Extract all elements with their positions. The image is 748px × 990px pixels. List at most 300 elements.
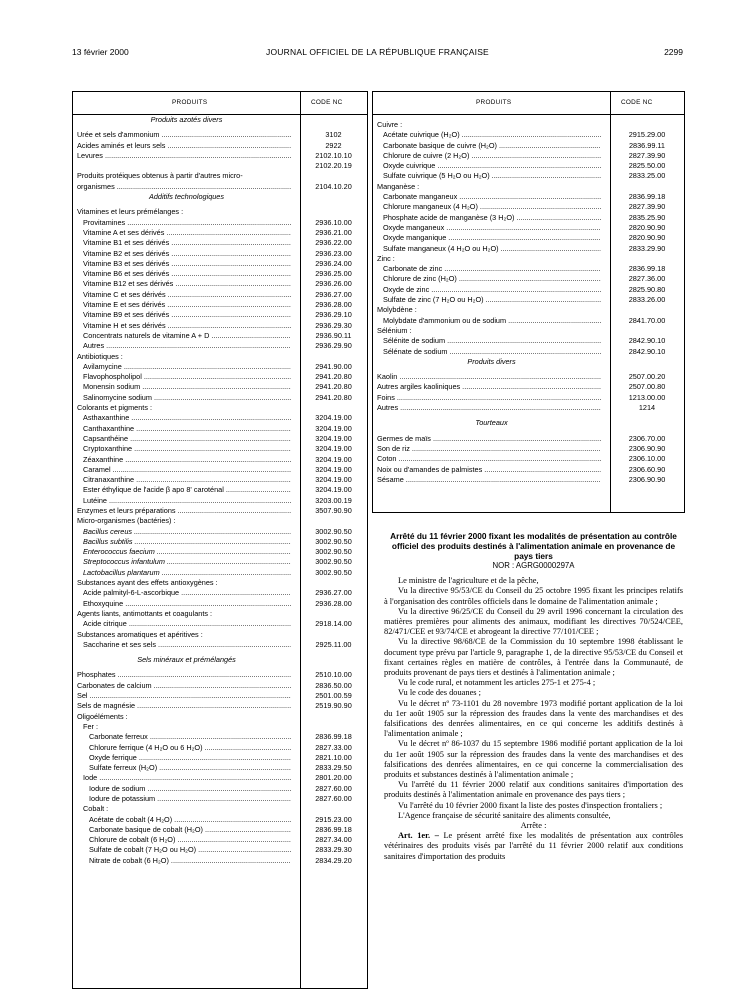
group-heading-row xyxy=(73,578,367,588)
product-name: Noix ou d'amandes de palmistes ..... xyxy=(377,465,601,475)
consideration-paragraph: Vu la directive 96/25/CE du Conseil du 29 avril 1996 concernant la circulation des matières premières pour aliments des animaux, modifiant les directives 70/524/CEE, 82/471/CEE et 93/74/CE et abrogeant la directive 77/101/CEE ; xyxy=(384,606,683,637)
product-name: Acétate de cobalt (4 H₂O) ..... xyxy=(89,815,291,825)
product-name: Oxyde de zinc ..... xyxy=(383,285,601,295)
table-row xyxy=(373,444,684,454)
table-row xyxy=(73,151,367,161)
table-row xyxy=(73,568,367,578)
table-row xyxy=(73,485,367,495)
product-name: Molybdène : xyxy=(377,305,417,315)
nc-code: 2821.10.00 xyxy=(315,752,352,762)
table-row xyxy=(73,321,367,331)
table-row xyxy=(73,670,367,680)
table-row xyxy=(373,403,684,413)
product-name: Urée et sels d'ammonium ..... xyxy=(77,130,291,140)
table-row xyxy=(73,599,367,609)
product-name: Carbonate basique de cobalt (H₂O) ..... xyxy=(89,825,291,835)
product-name: organismes ..... xyxy=(77,182,291,192)
table-header xyxy=(373,92,684,115)
right-product-table xyxy=(372,91,685,513)
nc-code: 2915.29.00 xyxy=(628,130,666,140)
nc-code: 2835.25.90 xyxy=(628,212,666,222)
table-row xyxy=(73,362,367,372)
nc-code: 3002.90.50 xyxy=(315,547,352,557)
nc-code: 2941.20.80 xyxy=(315,392,352,402)
nc-code: 2936.23.00 xyxy=(315,248,352,258)
nc-code: 1214 xyxy=(638,403,656,413)
table-row xyxy=(373,295,684,305)
table-row xyxy=(73,506,367,516)
table-row xyxy=(73,259,367,269)
group-heading-row xyxy=(373,182,684,192)
nc-code: 3204.19.00 xyxy=(315,475,352,485)
table-row xyxy=(73,161,367,171)
nc-code: 2801.20.00 xyxy=(315,773,352,783)
table-row xyxy=(373,465,684,475)
nc-code: 2941.20.80 xyxy=(315,382,352,392)
product-name: Iode ..... xyxy=(83,773,291,783)
product-name: Sulfate cuivrique (5 H₂O ou H₂O) ..... xyxy=(383,171,601,181)
consideration-paragraph: Vu la directive 98/68/CE de la Commission du 10 septembre 1998 établissant le document type prévu par l'article 9, paragraphe 1, de la directive 95/53/CE du Conseil et fixant certaines règles en matière de contrôles, à l'entrée dans la Communauté, de produits provenant de pays tiers et destinés à l'alimentation animale ; xyxy=(384,637,683,678)
product-name: Acétate cuivrique (H₂O) ..... xyxy=(383,130,601,140)
product-name: Salinomycine sodium ..... xyxy=(83,393,291,403)
table-row xyxy=(73,393,367,403)
table-row xyxy=(73,279,367,289)
nc-code: 2833.25.00 xyxy=(628,171,666,181)
product-name: Oligoéléments : xyxy=(77,711,128,721)
table-row xyxy=(73,300,367,310)
product-name: Carbonate manganeux ..... xyxy=(383,192,601,202)
product-name: Iodure de potassium ..... xyxy=(89,794,291,804)
nc-code: 2507.00.80 xyxy=(628,382,666,392)
table-row xyxy=(73,588,367,598)
nc-code: 2936.21.00 xyxy=(315,227,352,237)
left-table-body xyxy=(73,115,367,866)
product-name: Sulfate de cobalt (7 H₂O ou H₂O) ..... xyxy=(89,845,291,855)
nc-code: 2936.28.00 xyxy=(315,300,352,310)
consideration-paragraph: Le ministre de l'agriculture et de la pêche, xyxy=(398,576,539,586)
table-row xyxy=(373,382,684,392)
table-row xyxy=(73,130,367,140)
table-row xyxy=(373,244,684,254)
nc-code: 2836.99.18 xyxy=(315,824,352,834)
product-name: Oxyde manganique ..... xyxy=(383,233,601,243)
nc-code: 2936.28.00 xyxy=(315,598,352,608)
left-product-table xyxy=(72,91,368,989)
nc-code: 3204.19.00 xyxy=(315,464,352,474)
table-row xyxy=(73,691,367,701)
product-name: Cryptoxanthine ..... xyxy=(83,444,291,454)
product-name: Phosphate acide de manganèse (3 H₂O) ..... xyxy=(383,213,601,223)
group-heading-row xyxy=(73,630,367,640)
nc-code: 2936.25.00 xyxy=(315,269,352,279)
section-heading-text: Produits divers xyxy=(467,356,516,366)
group-heading-row xyxy=(73,722,367,732)
nc-code: 3204.19.00 xyxy=(315,433,352,443)
col-header-product: PRODUITS xyxy=(476,99,512,106)
product-name: Capsanthéine ..... xyxy=(83,434,291,444)
product-name: Carbonate basique de cuivre (H₂O) ..... xyxy=(383,141,601,151)
nc-code: 2936.29.30 xyxy=(315,320,352,330)
table-row xyxy=(73,856,367,866)
product-name: Vitamine A et ses dérivés ..... xyxy=(83,228,291,238)
article-1-label: Art. 1er. – xyxy=(398,831,439,841)
table-row xyxy=(73,382,367,392)
product-name: Molybdate d'ammonium ou de sodium ..... xyxy=(383,316,601,326)
product-name: Vitamines et leurs prémélanges : xyxy=(77,207,184,217)
nc-code: 2820.90.90 xyxy=(628,222,666,232)
nc-code: 2306.70.00 xyxy=(628,433,666,443)
nc-code: 3204.19.00 xyxy=(315,413,352,423)
nc-code: 2936.27.00 xyxy=(315,289,352,299)
section-heading-text: Produits azotés divers xyxy=(150,115,223,124)
product-name: Foins ..... xyxy=(377,393,601,403)
product-name: Vitamine B6 et ses dérivés ..... xyxy=(83,269,291,279)
group-heading-row xyxy=(73,712,367,722)
product-name: Autres argiles kaoliniques ..... xyxy=(377,382,601,392)
nc-code: 2936.24.00 xyxy=(315,258,352,268)
nc-code: 3002.90.50 xyxy=(315,557,352,567)
product-name: Zéaxanthine ..... xyxy=(83,455,291,465)
product-name: Chlorure de zinc (H₂O) ..... xyxy=(383,274,601,284)
nc-code: 2820.90.90 xyxy=(628,233,666,243)
product-name: Vitamine E et ses dérivés ..... xyxy=(83,300,291,310)
consideration-paragraph: Vu le décret nº 73-1101 du 28 novembre 1973 modifié portant application de la loi du 1er août 1905 sur la répression des fraudes dans la vente des marchandises et des falsifications des denrées alimentaires, en ce qui concerne les additifs destinés à l'alimentation animale ; xyxy=(384,698,683,739)
product-name: Vitamine B12 et ses dérivés ..... xyxy=(83,279,291,289)
table-row xyxy=(373,372,684,382)
product-name: Chlorure de cobalt (6 H₂O) ..... xyxy=(89,835,291,845)
product-name: Carbonate de zinc ..... xyxy=(383,264,601,274)
nc-code: 2936.29.10 xyxy=(315,310,352,320)
product-name: Substances ayant des effets antioxygènes : xyxy=(77,578,218,588)
table-row xyxy=(373,347,684,357)
product-name: Produits protéiques obtenus à partir d'autres micro- xyxy=(77,171,243,181)
table-row xyxy=(73,527,367,537)
article-1-text: Le présent arrêté fixe les modalités de présentation aux contrôles vétérinaires des produits visés par l'arrêté du 11 février 2000 relatif aux conditions sanitaires d'importation des produits xyxy=(384,831,683,861)
table-row xyxy=(73,141,367,151)
table-row xyxy=(73,218,367,228)
table-row xyxy=(73,557,367,567)
product-name: Carbonates de calcium ..... xyxy=(77,681,291,691)
nc-code: 2836.50.00 xyxy=(315,680,352,690)
nc-code: 2306.90.90 xyxy=(628,474,666,484)
product-name: Acides aminés et leurs sels ..... xyxy=(77,141,291,151)
section-heading xyxy=(73,192,300,202)
table-row xyxy=(73,290,367,300)
col-header-code: CODE NC xyxy=(311,99,343,106)
table-row xyxy=(73,238,367,248)
table-row xyxy=(73,763,367,773)
product-name: Vitamine B2 et ses dérivés ..... xyxy=(83,249,291,259)
right-table-body xyxy=(373,115,684,485)
consideration-paragraph: Vu le code rural, et notamment les articles 275-1 et 275-4 ; xyxy=(398,678,596,688)
product-name: Cuivre : xyxy=(377,120,403,129)
nc-code: 2104.10.20 xyxy=(315,181,352,191)
nc-code: 2936.29.90 xyxy=(315,341,352,351)
product-name: Sélénium : xyxy=(377,325,412,335)
product-name: Acide palmityl-6-L-ascorbique ..... xyxy=(83,588,291,598)
table-row xyxy=(73,815,367,825)
product-name: Fer : xyxy=(83,721,98,731)
product-name: Citranaxanthine ..... xyxy=(83,475,291,485)
product-name: Autres ..... xyxy=(83,341,291,351)
nc-code: 2827.33.00 xyxy=(315,742,352,752)
table-row xyxy=(73,701,367,711)
product-name: Enterococcus faecium ..... xyxy=(83,547,291,557)
article-1 xyxy=(384,831,683,862)
decree-article xyxy=(384,531,683,862)
table-row xyxy=(73,619,367,629)
nc-code: 2306.10.00 xyxy=(628,454,666,464)
table-row xyxy=(73,640,367,650)
nc-code: 2918.14.00 xyxy=(315,619,352,629)
table-row xyxy=(73,825,367,835)
product-name: Phosphates ..... xyxy=(77,670,291,680)
product-name: Iodure de sodium ..... xyxy=(89,784,291,794)
product-name: Oxyde cuivrique ..... xyxy=(383,161,601,171)
nor-reference: NOR : AGRG0000297A xyxy=(492,561,575,570)
table-row xyxy=(73,413,367,423)
nc-code: 3102 xyxy=(325,130,342,140)
nc-code: 3002.90.50 xyxy=(315,526,352,536)
consideration-paragraph: L'Agence française de sécurité sanitaire des aliments consultée, xyxy=(398,810,611,820)
product-name: Sélénite de sodium ..... xyxy=(383,336,601,346)
product-name: Micro-organismes (bactéries) : xyxy=(77,516,176,526)
table-row xyxy=(373,213,684,223)
nc-code: 3204.19.00 xyxy=(315,485,352,495)
product-name: Canthaxanthine ..... xyxy=(83,424,291,434)
product-name: Manganèse : xyxy=(377,181,420,191)
table-row xyxy=(73,753,367,763)
product-name: Caramel ..... xyxy=(83,465,291,475)
product-name: Sésame ..... xyxy=(377,475,601,485)
table-row xyxy=(373,336,684,346)
group-heading-row xyxy=(73,403,367,413)
table-row xyxy=(73,743,367,753)
product-name: Germes de maïs ..... xyxy=(377,434,601,444)
group-heading-row xyxy=(73,352,367,362)
product-name: Antibiotiques : xyxy=(77,351,123,361)
nc-code: 2922 xyxy=(325,140,342,150)
product-name: Ethoxyquine ..... xyxy=(83,599,291,609)
product-name: Saccharine et ses sels ..... xyxy=(83,640,291,650)
nc-code: 2842.90.10 xyxy=(628,346,666,356)
nc-code: 2936.10.00 xyxy=(315,217,352,227)
product-name: Sulfate manganeux (4 H₂O ou H₂O) ..... xyxy=(383,244,601,254)
table-row xyxy=(73,434,367,444)
nc-code: 2833.29.30 xyxy=(315,845,352,855)
product-name: Sulfate ferreux (H₂O) ..... xyxy=(89,763,291,773)
product-name: Kaolin ..... xyxy=(377,372,601,382)
product-name: Autres ..... xyxy=(377,403,601,413)
table-row xyxy=(73,465,367,475)
product-name: Acide citrique ..... xyxy=(83,619,291,629)
group-heading-row xyxy=(73,207,367,217)
nc-code: 2306.60.90 xyxy=(628,464,666,474)
journal-title: JOURNAL OFFICIEL DE LA RÉPUBLIQUE FRANÇAISE xyxy=(266,47,489,57)
nc-code: 2936.90.11 xyxy=(315,330,352,340)
consideration-paragraph: Vu le décret nº 86-1037 du 15 septembre 1986 modifié portant application de la loi du 1er août 1905 sur la répression des fraudes dans la vente des marchandises et des falsifications des denrées alimentaires, en ce qui concerne la commercialisation des produits et substances destinés à l'alimentation animale ; xyxy=(384,739,683,780)
section-heading xyxy=(73,655,300,665)
table-row xyxy=(73,331,367,341)
nc-code: 2833.29.90 xyxy=(628,243,666,253)
product-name: Chlorure de cuivre (2 H₂O) ..... xyxy=(383,151,601,161)
product-name: Vitamine B3 et ses dérivés ..... xyxy=(83,259,291,269)
table-row xyxy=(373,151,684,161)
product-name: Asthaxanthine ..... xyxy=(83,413,291,423)
nc-code: 2827.39.90 xyxy=(628,202,666,212)
nc-code: 3204.19.00 xyxy=(315,454,352,464)
nc-code: 3002.90.50 xyxy=(315,536,352,546)
product-name: Sélénate de sodium ..... xyxy=(383,347,601,357)
nc-code: 2519.90.90 xyxy=(315,701,352,711)
consideration-paragraph: Vu l'arrêté du 11 février 2000 relatif aux conditions sanitaires d'importation des produits destinés à l'alimentation animale en provenance des pays tiers ; xyxy=(384,780,683,800)
group-heading-row xyxy=(373,120,684,130)
nc-code: 2510.10.00 xyxy=(315,670,352,680)
product-name: Bacillus cereus ..... xyxy=(83,527,291,537)
nc-code: 3204.19.00 xyxy=(315,444,352,454)
product-name: Nitrate de cobalt (6 H₂O) ..... xyxy=(89,856,291,866)
nc-code: 2936.22.00 xyxy=(315,238,352,248)
product-name: Vitamine H et ses dérivés ..... xyxy=(83,321,291,331)
nc-code: 2925.11.00 xyxy=(315,639,352,649)
table-header xyxy=(73,92,367,115)
table-row xyxy=(373,192,684,202)
table-row xyxy=(73,310,367,320)
product-name: Enzymes et leurs préparations ..... xyxy=(77,506,291,516)
product-name: Zinc : xyxy=(377,253,395,263)
section-heading xyxy=(73,115,300,125)
section-heading-text: Additifs technologiques xyxy=(148,192,225,202)
product-name: Avilamycine ..... xyxy=(83,362,291,372)
table-row xyxy=(73,455,367,465)
table-row xyxy=(73,424,367,434)
product-name: Concentrats naturels de vitamine A + D ..... xyxy=(83,331,291,341)
nc-code: 2827.39.90 xyxy=(628,150,666,160)
product-name: Oxyde ferrique ..... xyxy=(89,753,291,763)
nc-code: 2827.60.00 xyxy=(315,794,352,803)
product-name: Carbonate ferreux ..... xyxy=(89,732,291,742)
page-header xyxy=(72,47,683,59)
table-row xyxy=(73,784,367,794)
table-row xyxy=(73,835,367,845)
nc-code: 2842.90.10 xyxy=(628,336,666,346)
group-heading-row xyxy=(73,609,367,619)
product-name: Levures ..... xyxy=(77,151,291,161)
product-name: Monensin sodium ..... xyxy=(83,382,291,392)
nc-code: 2836.99.11 xyxy=(629,140,665,150)
table-row xyxy=(73,547,367,557)
product-name: Bacillus subtilis ..... xyxy=(83,537,291,547)
issue-date: 13 février 2000 xyxy=(72,47,129,57)
nc-code: 2841.70.00 xyxy=(628,315,666,325)
decree-considerations xyxy=(384,576,683,821)
table-row xyxy=(373,285,684,295)
product-name: Sels de magnésie ..... xyxy=(77,701,291,711)
product-name: Ester éthylique de l'acide β apo 8' caroténal ..... xyxy=(83,485,291,495)
product-name: Chlorure ferrique (4 H₂O ou 6 H₂O) ..... xyxy=(89,743,291,753)
nc-code: 2936.26.00 xyxy=(315,279,352,289)
product-name: Lactobacillus plantarum ..... xyxy=(83,568,291,578)
table-row xyxy=(373,434,684,444)
section-heading xyxy=(373,418,610,428)
table-row xyxy=(73,249,367,259)
group-heading-row xyxy=(73,171,367,181)
nc-code: 2827.34.00 xyxy=(315,835,352,845)
product-name: Substances aromatiques et apéritives : xyxy=(77,629,203,639)
nc-code: 2507.00.20 xyxy=(628,372,666,382)
nc-code: 1213.00.00 xyxy=(628,392,666,402)
consideration-paragraph: Vu l'arrêté du 10 février 2000 fixant la liste des postes d'inspection frontaliers ; xyxy=(398,800,663,810)
product-name: Streptococcus infantulum ..... xyxy=(83,557,291,567)
table-row xyxy=(373,264,684,274)
product-name: Chlorure manganeux (4 H₂O) ..... xyxy=(383,202,601,212)
table-row xyxy=(73,845,367,855)
product-name: Cobalt : xyxy=(83,804,109,814)
section-heading xyxy=(373,357,610,367)
nc-code: 2836.99.18 xyxy=(628,264,666,274)
table-row xyxy=(73,794,367,804)
col-header-code: CODE NC xyxy=(621,99,653,106)
table-row xyxy=(73,475,367,485)
group-heading-row xyxy=(373,254,684,264)
product-name: Colorants et pigments : xyxy=(77,403,153,413)
nc-code: 2836.99.18 xyxy=(315,732,352,742)
table-row xyxy=(73,269,367,279)
table-row xyxy=(373,161,684,171)
product-name: Sel ..... xyxy=(77,691,291,701)
nc-code: 2306.90.90 xyxy=(628,443,666,453)
table-row xyxy=(373,233,684,243)
table-row xyxy=(73,182,367,192)
table-row xyxy=(373,202,684,212)
group-heading-row xyxy=(73,804,367,814)
nc-code: 2936.27.00 xyxy=(315,588,352,598)
decree-title: Arrêté du 11 février 2000 fixant les modalités de présentation au contrôle officiel des produits destinés à l'alimentation animale en provenance de pays tiers xyxy=(390,531,677,561)
nc-code: 3002.90.50 xyxy=(315,567,352,577)
product-name: Vitamine B1 et ses dérivés ..... xyxy=(83,238,291,248)
section-heading-text: Tourteaux xyxy=(475,418,508,428)
nc-code: 2102.20.19 xyxy=(315,161,352,171)
table-row xyxy=(73,537,367,547)
nc-code: 2501.00.59 xyxy=(315,691,352,701)
product-name: Flavophospholipol ..... xyxy=(83,372,291,382)
nc-code: 3204.19.00 xyxy=(315,423,352,433)
table-row xyxy=(373,274,684,284)
nc-code: 2836.99.18 xyxy=(628,192,666,202)
product-name: Oxyde manganeux ..... xyxy=(383,223,601,233)
section-heading-text: Sels minéraux et prémélangés xyxy=(137,655,236,665)
table-row xyxy=(373,171,684,181)
table-row xyxy=(73,341,367,351)
nc-code: 2915.23.00 xyxy=(315,814,352,824)
nc-code: 2941.20.80 xyxy=(315,372,352,382)
table-row xyxy=(73,732,367,742)
nc-code: 2833.29.50 xyxy=(315,763,352,773)
table-row xyxy=(73,496,367,506)
consideration-paragraph: Vu le code des douanes ; xyxy=(398,688,481,698)
nc-code: 2833.26.00 xyxy=(628,295,666,305)
table-row xyxy=(373,141,684,151)
nc-code: 3507.90.90 xyxy=(315,505,352,515)
table-row xyxy=(373,316,684,326)
table-row xyxy=(73,228,367,238)
table-row xyxy=(73,372,367,382)
product-name: Son de riz ..... xyxy=(377,444,601,454)
group-heading-row xyxy=(373,305,684,315)
nc-code: 2827.60.00 xyxy=(315,783,352,793)
nc-code: 2827.36.00 xyxy=(628,274,666,284)
table-row xyxy=(73,681,367,691)
